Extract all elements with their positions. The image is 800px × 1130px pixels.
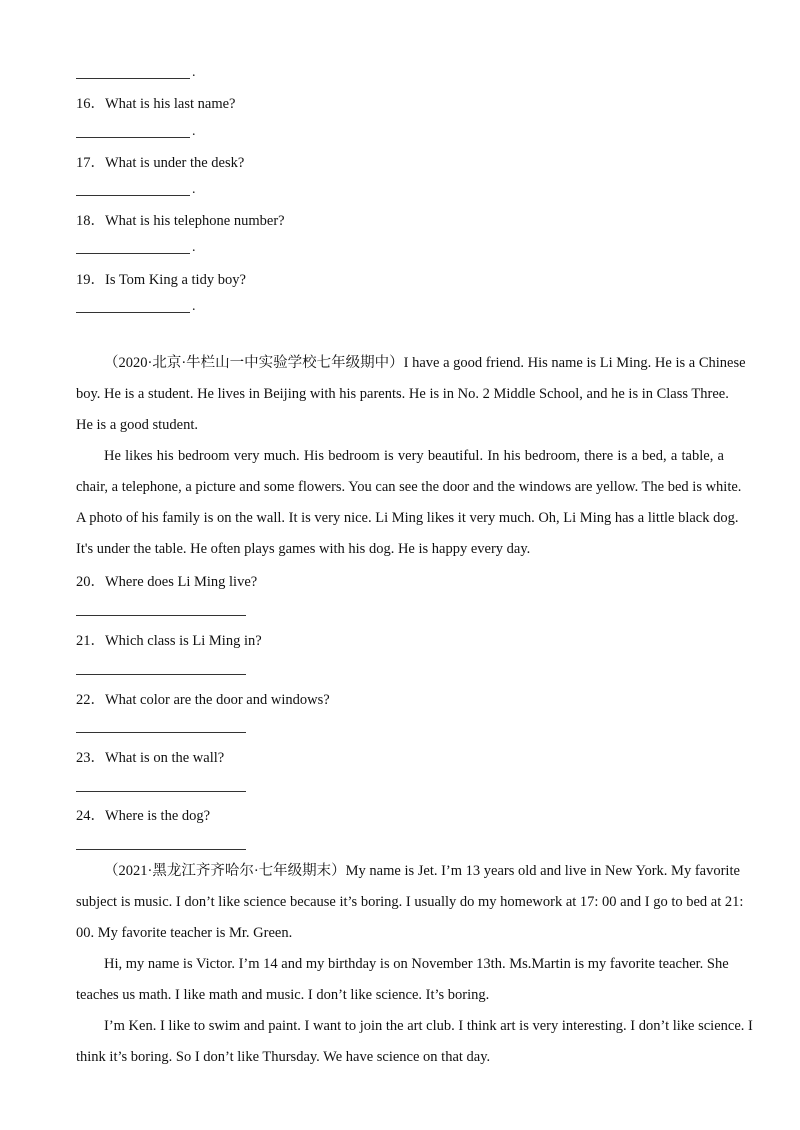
question-number: 16． (76, 96, 105, 112)
question-text: Is Tom King a tidy boy? (105, 272, 246, 288)
blank-period: . (192, 124, 196, 139)
question-19 (76, 268, 246, 289)
answer-blank[interactable] (76, 240, 196, 255)
passage-line: （2021·黑龙江齐齐哈尔·七年级期末）My name is Jet. I’m 13 years old and live in New York. My favorite (104, 863, 740, 879)
question-number: 22． (76, 692, 105, 708)
question-number: 24． (76, 808, 105, 824)
passage-line: He is a good student. (76, 417, 199, 433)
question-number: 20． (76, 574, 105, 590)
question-number: 23． (76, 750, 105, 766)
passage-line: He likes his bedroom very much. His bedroom is very beautiful. In his bedroom, there is a bed, a table, a (104, 448, 724, 464)
passage-line: think it’s boring. So I don’t like Thursday. We have science on that day. (76, 1049, 491, 1065)
answer-blank[interactable] (76, 124, 196, 139)
answer-line[interactable] (76, 674, 246, 675)
question-17 (76, 151, 244, 172)
answer-line[interactable] (76, 615, 246, 616)
answer-line[interactable] (76, 849, 246, 850)
passage-line: A photo of his family is on the wall. It is very nice. Li Ming likes it very much. Oh, Li Ming has a little black dog. (76, 510, 739, 526)
answer-line[interactable] (76, 791, 246, 792)
passage-line: I’m Ken. I like to swim and paint. I want to join the art club. I think art is very interesting. I don’t like science. I (104, 1018, 753, 1034)
passage-line: Hi, my name is Victor. I’m 14 and my birthday is on November 13th. Ms.Martin is my favorite teacher. She (104, 956, 729, 972)
blank-period: . (192, 240, 196, 255)
question-number: 17． (76, 155, 105, 171)
question-text: Which class is Li Ming in? (105, 633, 262, 649)
blank-period: . (192, 65, 196, 80)
question-number: 18． (76, 213, 105, 229)
question-number: 19． (76, 272, 105, 288)
answer-blank[interactable] (76, 65, 196, 80)
question-number: 21． (76, 633, 105, 649)
question-text: What is his telephone number? (105, 213, 285, 229)
question-23 (76, 746, 224, 767)
question-text: What is under the desk? (105, 155, 245, 171)
passage-1 (76, 348, 746, 565)
passage-2 (76, 856, 753, 1073)
passage-line: It's under the table. He often plays games with his dog. He is happy every day. (76, 541, 531, 557)
question-text: What color are the door and windows? (105, 692, 330, 708)
question-22 (76, 688, 330, 709)
question-text: What is on the wall? (105, 750, 225, 766)
question-text: Where does Li Ming live? (105, 574, 258, 590)
question-18 (76, 209, 285, 230)
answer-blank[interactable] (76, 299, 196, 314)
question-16 (76, 92, 235, 113)
passage-line: boy. He is a student. He lives in Beijing with his parents. He is in No. 2 Middle School, and he is in Class Three. (76, 386, 729, 402)
passage-line: 00. My favorite teacher is Mr. Green. (76, 925, 293, 941)
blank-period: . (192, 299, 196, 314)
passage-line: subject is music. I don’t like science because it’s boring. I usually do my homework at 17: 00 and I go to bed at 21: (76, 894, 744, 910)
passage-line: chair, a telephone, a picture and some flowers. You can see the door and the windows are yellow. The bed is white. (76, 479, 742, 495)
answer-line[interactable] (76, 732, 246, 733)
answer-blank[interactable] (76, 182, 196, 197)
question-text: Where is the dog? (105, 808, 211, 824)
question-text: What is his last name? (105, 96, 236, 112)
passage-line: teaches us math. I like math and music. I don’t like science. It’s boring. (76, 987, 490, 1003)
passage-line: （2020·北京·牛栏山一中实验学校七年级期中）I have a good friend. His name is Li Ming. He is a Chinese (104, 355, 746, 371)
question-24 (76, 804, 210, 825)
question-20 (76, 570, 257, 591)
question-21 (76, 629, 262, 650)
blank-period: . (192, 182, 196, 197)
